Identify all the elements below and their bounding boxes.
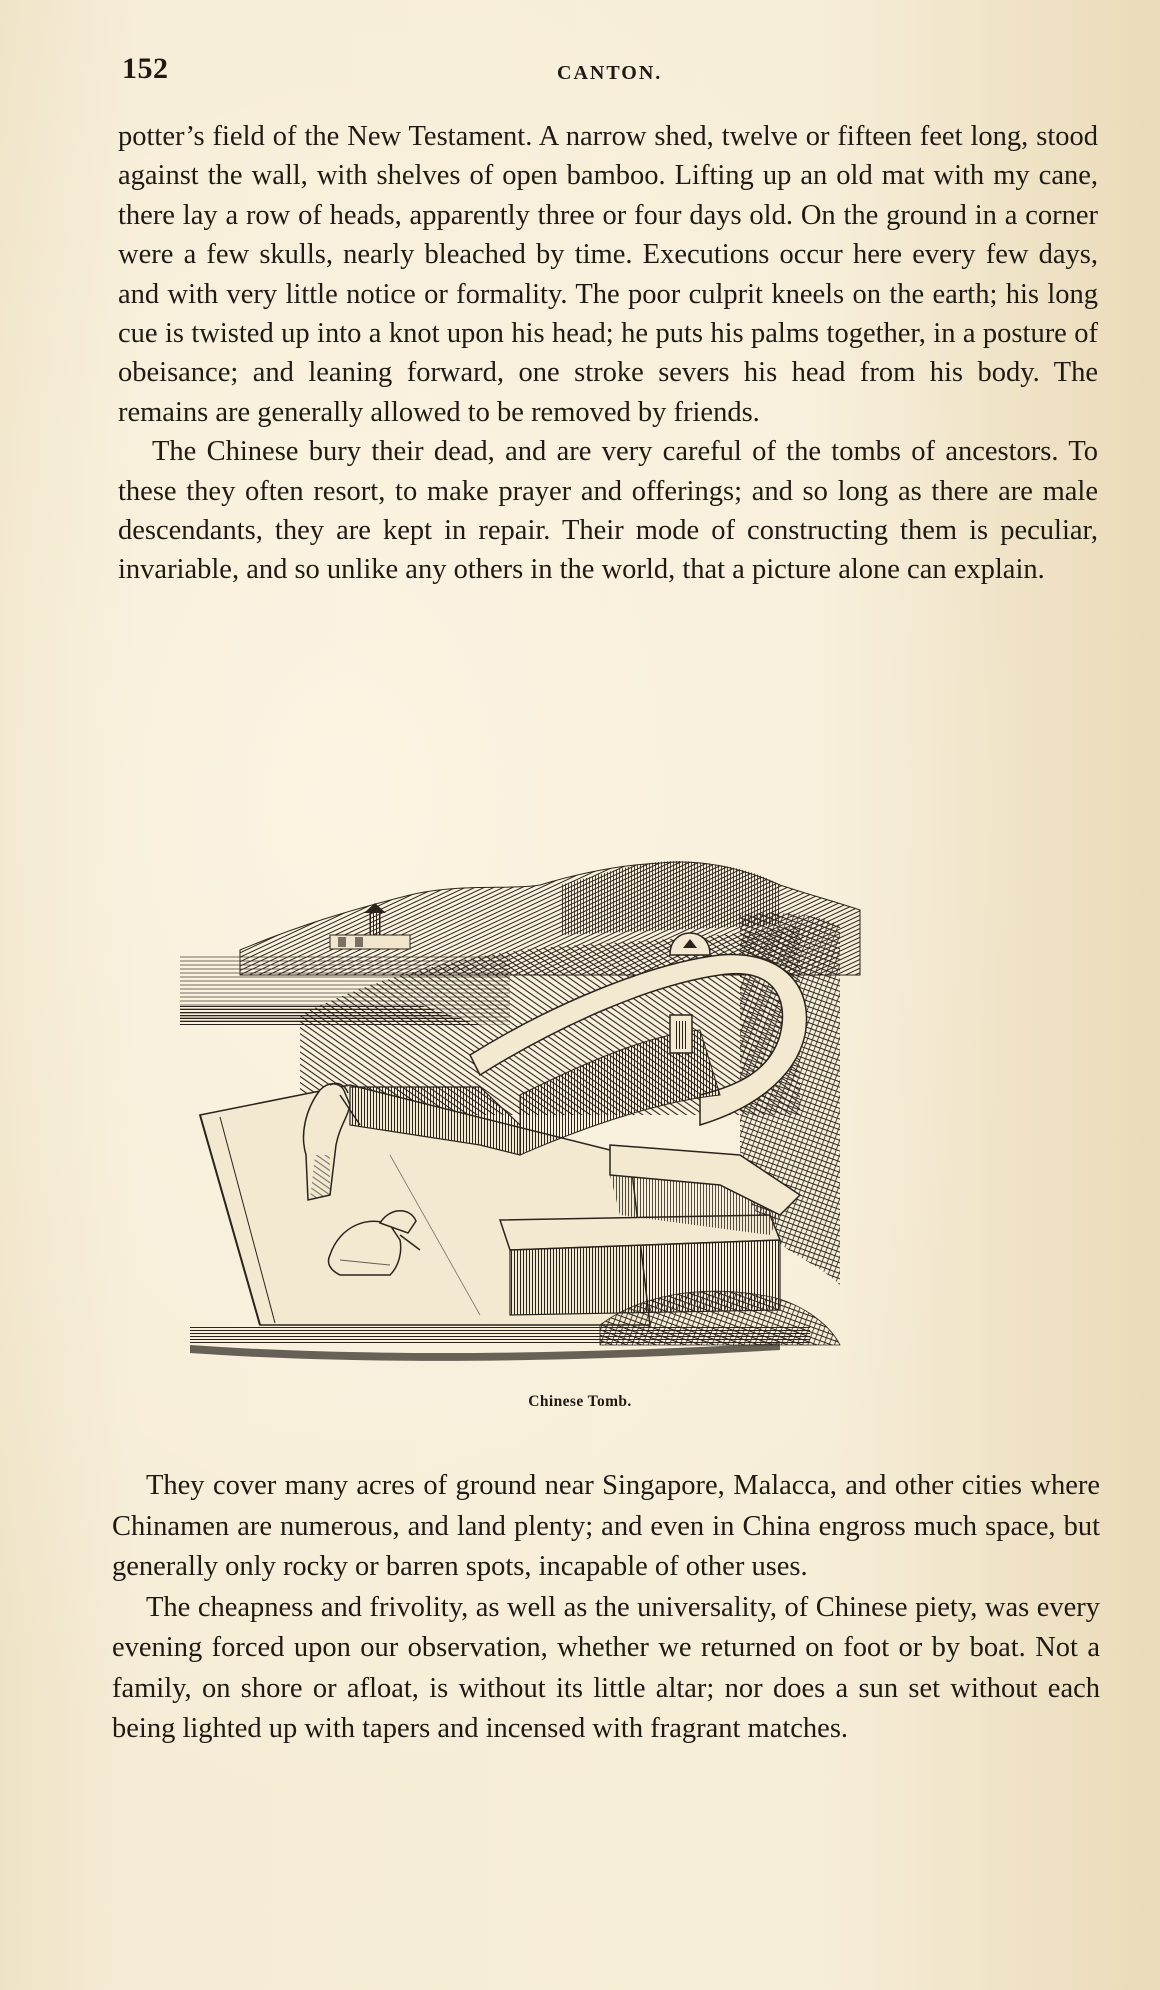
text-block-bottom	[112, 1466, 1100, 1750]
paragraph: The Chinese bury their dead, and are very careful of the tombs of ancestors. To these they often resort, to make prayer and offerings; and so long as there are male descendants, they are kept in repair. Their mode of constructing them is peculiar, invariable, and so unlike any others in the world, that a picture alone can explain.	[118, 436, 1098, 586]
chinese-tomb-engraving	[180, 855, 1020, 1380]
page-header	[122, 48, 1102, 98]
tomb-illustration-svg	[180, 855, 1020, 1380]
running-head: CANTON.	[557, 62, 663, 84]
paragraph: They cover many acres of ground near Singapore, Malacca, and other cities where Chinamen are numerous, and land plenty; and even in China engross much space, but generally only rocky or barren spots, incapable of other uses.	[112, 1470, 1100, 1582]
paragraph: The cheapness and frivolity, as well as the universality, of Chinese piety, was every evening forced upon our observation, whether we returned on foot or by boat. Not a family, on shore or afloat, is without its little altar; nor does a sun set without each being lighted up with tapers and incensed with fragrant matches.	[112, 1591, 1100, 1744]
figure-caption: Chinese Tomb.	[528, 1393, 632, 1410]
text-block-top	[118, 117, 1098, 590]
page-number: 152	[122, 52, 169, 85]
paragraph: potter’s field of the New Testament. A narrow shed, twelve or fifteen feet long, stood against the wall, with shelves of open bamboo. Lifting up an old mat with my cane, there lay a row of heads, apparently three or four days old. On the ground in a corner were a few skulls, nearly bleached by time. Executions occur here every few days, and with very little notice or formality. The poor culprit kneels on the earth; his long cue is twisted up into a knot upon his head; he puts his palms together, in a posture of obeisance; and leaning forward, one stroke severs his head from his body. The remains are generally allowed to be removed by friends.	[118, 121, 1098, 428]
